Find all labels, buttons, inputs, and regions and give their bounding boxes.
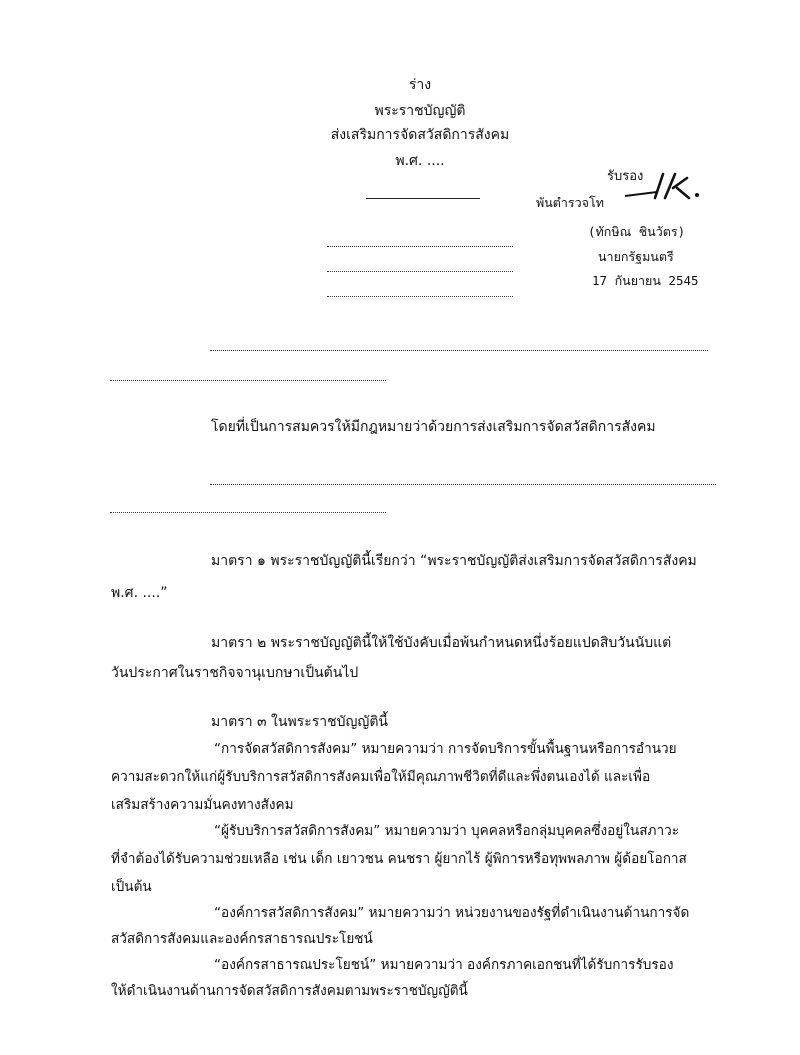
definition-2-line-1: “ผู้รับบริการสวัสดิการสังคม” หมายความว่า บุคคลหรือกลุ่มบุคคลซึ่งอยู่ในสภาวะ — [214, 823, 680, 839]
section-2-line-2: วันประกาศในราชกิจจานุเบกษาเป็นต้นไป — [111, 665, 359, 681]
placeholder-line — [327, 271, 513, 272]
section-1-line-2: พ.ศ. ....” — [111, 585, 168, 601]
approver-rank: พันตำรวจโท — [536, 195, 604, 210]
preamble: โดยที่เป็นการสมควรให้มีกฎหมายว่าด้วยการส่งเสริมการจัดสวัสดิการสังคม — [211, 419, 656, 435]
definition-2-line-2: ที่จำต้องได้รับความช่วยเหลือ เช่น เด็ก เยาวชน คนชรา ผู้ยากไร้ ผู้พิการหรือทุพพลภาพ ผู้ด้อยโอกาส — [111, 851, 687, 867]
definition-3-line-1: “องค์การสวัสดิการสังคม” หมายความว่า หน่วยงานของรัฐที่ดำเนินงานด้านการจัด — [214, 905, 690, 921]
title-underline — [366, 198, 480, 199]
placeholder-line — [110, 512, 386, 513]
placeholder-line — [327, 296, 513, 297]
definition-4-line-1: “องค์กรสาธารณประโยชน์” หมายความว่า องค์กรภาคเอกชนที่ได้รับการรับรอง — [214, 957, 674, 973]
section-3-heading: มาตรา ๓ ในพระราชบัญญัตินี้ — [211, 714, 388, 730]
placeholder-line — [327, 246, 513, 247]
act-year: พ.ศ. .... — [395, 153, 445, 169]
act-title: ส่งเสริมการจัดสวัสดิการสังคม — [330, 127, 510, 143]
act-type: พระราชบัญญัติ — [374, 103, 466, 119]
placeholder-line — [210, 484, 716, 485]
definition-1-line-2: ความสะดวกให้แก่ผู้รับบริการสวัสดิการสังคมเพื่อให้มีคุณภาพชีวิตที่ดีและพึ่งตนเองได้ และเพื่อ — [111, 769, 651, 785]
section-1-line-1: มาตรา ๑ พระราชบัญญัตินี้เรียกว่า “พระราชบัญญัติส่งเสริมการจัดสวัสดิการสังคม — [211, 553, 697, 569]
definition-2-line-3: เป็นต้น — [111, 879, 152, 895]
placeholder-line — [110, 380, 386, 381]
definition-3-line-2: สวัสดิการสังคมและองค์กรสาธารณประโยชน์ — [111, 931, 373, 947]
placeholder-line — [210, 350, 708, 351]
approver-position: นายกรัฐมนตรี — [598, 249, 674, 264]
approval-label: รับรอง — [607, 169, 644, 184]
definition-4-line-2: ให้ดำเนินงานด้านการจัดสวัสดิการสังคมตามพระราชบัญญัตินี้ — [111, 983, 468, 999]
draft-label: ร่าง — [408, 77, 432, 93]
definition-1-line-3: เสริมสร้างความมั่นคงทางสังคม — [111, 797, 294, 813]
approver-name: (ทักษิณ ชินวัตร) — [588, 224, 686, 239]
signature-mark — [617, 170, 707, 202]
section-2-line-1: มาตรา ๒ พระราชบัญญัตินี้ให้ใช้บังคับเมื่อพ้นกำหนดหนึ่งร้อยแปดสิบวันนับแต่ — [211, 635, 672, 651]
approval-date: 17 กันยายน 2545 — [592, 273, 699, 288]
definition-1-line-1: “การจัดสวัสดิการสังคม” หมายความว่า การจัดบริการขั้นพื้นฐานหรือการอำนวย — [214, 741, 677, 757]
